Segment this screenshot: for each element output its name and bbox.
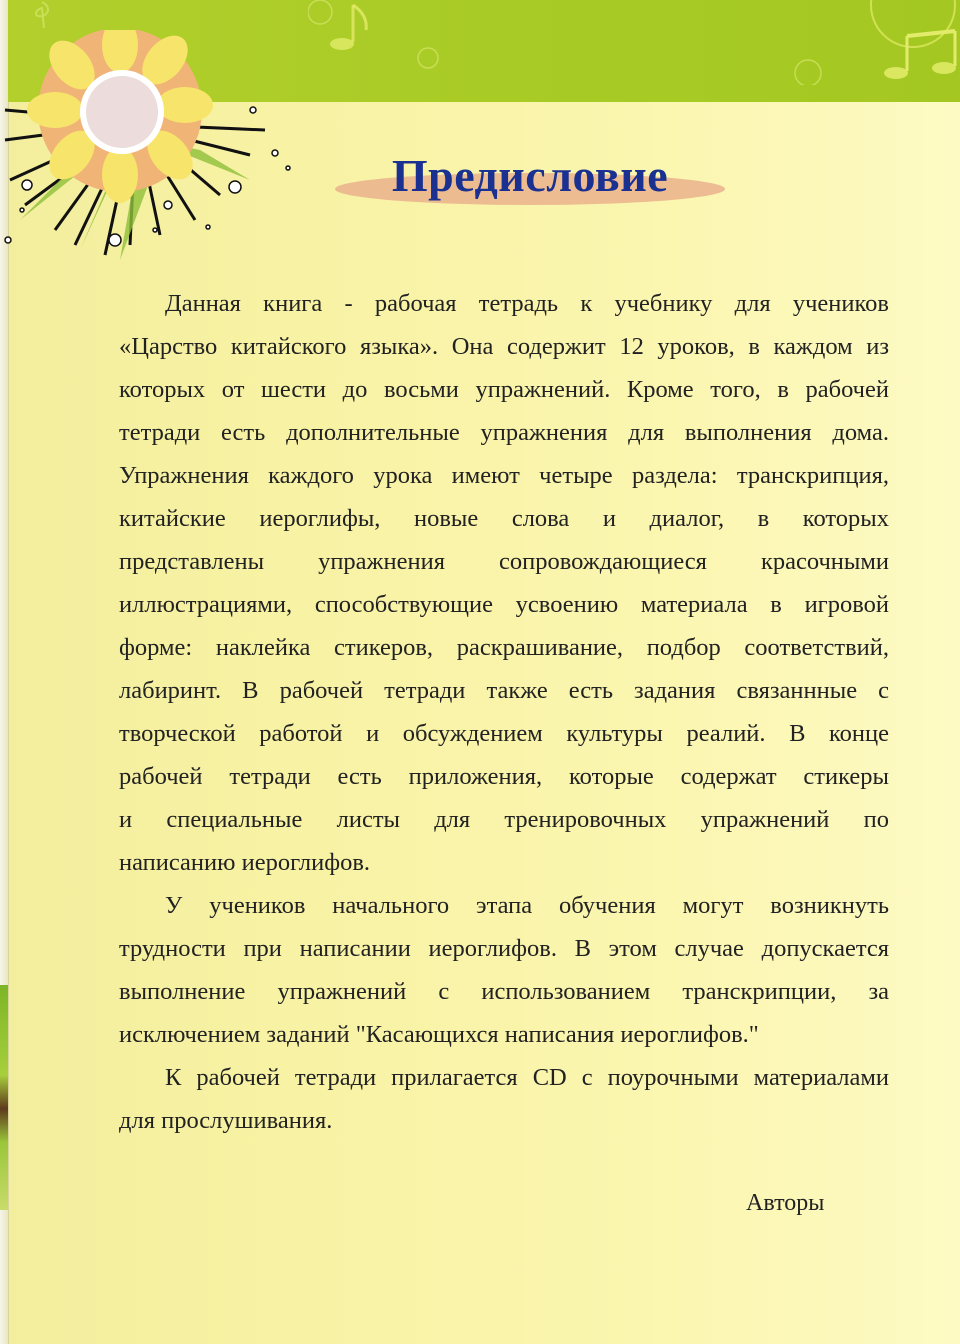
- text-line: лабиринт. В рабочей тетради также есть задания связаннные с: [119, 677, 889, 704]
- signature-authors: Авторы: [746, 1190, 825, 1216]
- sunflower-icon: [0, 30, 300, 270]
- paragraph-3: [119, 1056, 889, 1142]
- text-line: трудности при написании иероглифов. В этом случае допускается: [119, 935, 889, 962]
- preface-body: [119, 282, 889, 1142]
- text-line: для прослушивания.: [119, 1107, 333, 1134]
- text-line: исключением заданий "Касающихся написания иероглифов.": [119, 1021, 759, 1048]
- paragraph-2: [119, 884, 889, 1056]
- text-line: китайские иероглифы, новые слова и диалог, в которых: [119, 505, 889, 532]
- text-line: которых от шести до восьми упражнений. Кроме того, в рабочей: [119, 376, 889, 403]
- text-line: форме: наклейка стикеров, раскрашивание, подбор соответствий,: [119, 634, 889, 661]
- text-line: Упражнения каждого урока имеют четыре раздела: транскрипция,: [119, 462, 889, 489]
- text-line: и специальные листы для тренировочных упражнений по: [119, 806, 889, 833]
- text-line: творческой работой и обсуждением культуры реалий. В конце: [119, 720, 889, 747]
- left-page-edge-decoration: [0, 985, 8, 1210]
- text-line: тетради есть дополнительные упражнения для выполнения дома.: [119, 419, 889, 446]
- music-note-icon: [308, 0, 448, 75]
- text-line: «Царство китайского языка». Она содержит 12 уроков, в каждом из: [119, 333, 889, 360]
- paragraph-1: [119, 282, 889, 884]
- treble-clef-icon: [20, 0, 60, 30]
- text-line: Данная книга - рабочая тетрадь к учебнику для учеников: [165, 290, 889, 317]
- text-line: представлены упражнения сопровождающиеся красочными: [119, 548, 889, 575]
- text-line: У учеников начального этапа обучения могут возникнуть: [165, 892, 889, 919]
- text-line: рабочей тетради есть приложения, которые содержат стикеры: [119, 763, 889, 790]
- text-line: выполнение упражнений с использованием транскрипции, за: [119, 978, 889, 1005]
- text-line: написанию иероглифов.: [119, 849, 371, 876]
- page-title-block: [330, 145, 730, 220]
- text-line: К рабочей тетради прилагается CD с поурочными материалами: [165, 1064, 889, 1091]
- music-note-icon: [778, 0, 958, 85]
- text-line: иллюстрациями, способствующие усвоению материала в игровой: [119, 591, 889, 618]
- page-title: Предисловие: [391, 150, 669, 201]
